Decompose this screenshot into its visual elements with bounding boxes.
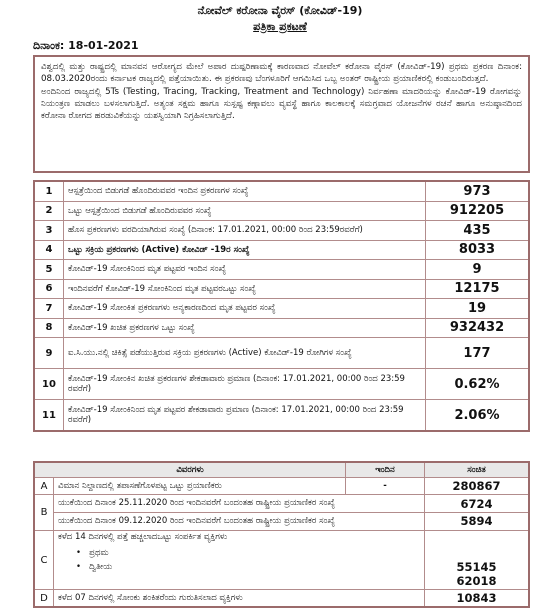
row-description: ಯುಕೆಯಿಂದ ದಿನಾಂಕ 25.11.2020 ರಿಂದ ಇಂದಿನವರೆಗೆ ಬಂದಂತಹ ರಾಷ್ಟ್ರೀಯ ಪ್ರಯಾಣಿಕರ ಸಂಖ್ಯೆ (58, 498, 336, 508)
table-row (34, 221, 529, 241)
intro-paragraph-2: ಅಂದಿನಿಂದ ರಾಜ್ಯದಲ್ಲಿ 5Ts (Testing, Tracing, Tracking, Treatment and Technology) ನಿರ್ವಹಣಾ ಮಾದರಿಯನ್ನು ಕೋವಿಡ್-19 ರೋಗವನ್ನು ನಿಯಂತ್ರಣ ಮಾಡಲು ಬಳಸಲಾಗುತ್ತಿದೆ. ಅತ್ಯಂತ ಸಕ್ಷಮ ಹಾಗೂ ಸುಸ್ಪಷ್ಟ ಕಣ್ಗಾವಲು ವ್ಯವಸ್ಥೆ ಹಾಗೂ ಕಾಲಕಾಲಕ್ಕೆ ಸಮಗ್ರವಾದ ಯೋಜನೆಗಳ ರಚನೆ ಹಾಗೂ ಅನುಷ್ಠಾನದಿಂದ ಕರೋನಾ ರೋಗದ ಹರಡುವಿಕೆಯನ್ನು ಯಶಸ್ವಿಯಾಗಿ ನಿಗ್ರಹಿಸಲಾಗುತ್ತಿದೆ. (41, 86, 522, 122)
row-number: 7 (34, 299, 64, 319)
bullet-dot-icon: • (76, 548, 82, 558)
table-row (34, 240, 529, 260)
row-value: 9 (426, 260, 530, 280)
details-table (33, 461, 530, 608)
table-row (34, 181, 529, 201)
table-row (34, 338, 529, 369)
row-total-block (425, 531, 530, 590)
intro-paragraph-1: ವಿಶ್ವದಲ್ಲಿ ಮತ್ತು ರಾಷ್ಟ್ರದಲ್ಲಿ ಮಾನವನ ಆರೋಗ್ಯದ ಮೇಲೆ ಅಪಾರ ದುಷ್ಪರಿಣಾಮಕ್ಕೆ ಕಾರಣವಾದ ನೋವೆಲ್ ಕರೋನಾ ವೈರಸ್ (ಕೋವಿಡ್-19) ಪ್ರಥಮ ಪ್ರಕರಣ ದಿನಾಂಕ: 08.03.2020ರಂದು ಕರ್ನಾಟಕ ರಾಜ್ಯದಲ್ಲಿ ಪತ್ತೆಯಾಯಿತು. ಈ ಪ್ರಕರಣವು ಬೆಂಗಳೂರಿಗೆ ಆಗಮಿಸಿದ ಒಬ್ಬ ಅಂತರ್ ರಾಷ್ಟ್ರೀಯ ಪ್ರಯಾಣಿಕರಲ್ಲಿ ಕಂಡುಬಂದಿರುತ್ತದೆ. (41, 62, 522, 85)
row-number: 9 (34, 338, 64, 369)
table-row (34, 369, 529, 400)
header-details: ವಿವರಗಳು (34, 462, 346, 478)
table-row (34, 201, 529, 221)
row-label: ಇಂದಿನವರೆಗೆ ಕೋವಿಡ್-19 ಸೋಂಕಿನಿಂದ ಮೃತ ಪಟ್ಟವರಒಟ್ಟು ಸಂಖ್ಯೆ (64, 279, 426, 299)
row-total: 280867 (425, 478, 530, 495)
row-letter: D (34, 590, 54, 608)
bullet-label: ದ್ವಿತೀಯ (89, 562, 113, 572)
page-subtitle (0, 20, 560, 34)
row-today: - (346, 478, 425, 495)
row-letter: A (34, 478, 54, 495)
row-label: ಕೋವಿಡ್-19 ಸೋಂಕಿನಿಂದ ಮೃತ ಪಟ್ಟವರ ಶೇಕಡಾವಾರು ಪ್ರಮಾಣ (ದಿನಾಂಕ: 17.01.2021, 00:00 ರಿಂದ 23:59 ರವರೆಗೆ) (64, 400, 426, 432)
row-total: 5894 (425, 512, 528, 529)
row-value: 2.06% (426, 400, 530, 432)
row-label: ಆಸ್ಪತ್ರೆಯಿಂದ ಬಿಡುಗಡೆ ಹೊಂದಿರುವವರ ಇಂದಿನ ಪ್ರಕರಣಗಳ ಸಂಖ್ಯೆ (64, 181, 426, 201)
row-value: 973 (426, 181, 530, 201)
list-item (76, 548, 420, 558)
row-number: 5 (34, 260, 64, 280)
row-total: 6724 (460, 497, 493, 511)
row-total: 62018 (456, 574, 497, 588)
row-label: ಒಟ್ಟು ಆಸ್ಪತ್ರೆಯಿಂದ ಬಿಡುಗಡೆ ಹೊಂದಿರುವವರ ಸಂಖ್ಯೆ (64, 201, 426, 221)
row-number: 4 (34, 240, 64, 260)
bullet-dot-icon: • (76, 562, 82, 572)
row-total: 10843 (425, 590, 530, 608)
row-value: 912205 (426, 201, 530, 221)
row-value: 435 (426, 221, 530, 241)
row-value: 12175 (426, 279, 530, 299)
table-row (34, 400, 529, 432)
intro-paragraph-box (33, 55, 530, 173)
row-number: 10 (34, 369, 64, 400)
row-letter: C (34, 531, 54, 590)
row-number: 6 (34, 279, 64, 299)
row-value: 0.62% (426, 369, 530, 400)
row-number: 2 (34, 201, 64, 221)
table-row (34, 318, 529, 338)
row-label: ಕೋವಿಡ್-19 ಸೋಂಕಿನ ಖಚಿತ ಪ್ರಕರಣಗಳ ಶೇಕಡಾವಾರು ಪ್ರಮಾಣ (ದಿನಾಂಕ: 17.01.2021, 00:00 ರಿಂದ 23:59 ರವರೆಗೆ) (64, 369, 426, 400)
table-row (34, 299, 529, 319)
table-row (34, 260, 529, 280)
row-label: ಹೊಸ ಪ್ರಕರಣಗಳು ವರದಿಯಾಗಿರುವ ಸಂಖ್ಯೆ (ದಿನಾಂಕ: 17.01.2021, 00:00 ರಿಂದ 23:59ರವರೆಗೆ) (64, 221, 426, 241)
subtitle-text: ಪತ್ರಿಕಾ ಪ್ರಕಟಣೆ (253, 20, 307, 33)
row-total: 55145 (456, 560, 497, 574)
row-value: 8033 (426, 240, 530, 260)
row-label: ಐ.ಸಿ.ಯು.ನಲ್ಲಿ ಚಿಕಿತ್ಸೆ ಪಡೆಯುತ್ತಿರುವ ಸಕ್ರಿಯ ಪ್ರಕರಣಗಳು (Active) ಕೋವಿಡ್-19 ರೋಗಿಗಳ ಸಂಖ್ಯೆ (64, 338, 426, 369)
table-row (34, 279, 529, 299)
table-row (34, 531, 529, 590)
row-number: 8 (34, 318, 64, 338)
table-row (34, 495, 529, 531)
details-header-row (34, 462, 529, 478)
row-label: ಕೋವಿಡ್-19 ಸೋಂಕಿತ ಪ್ರಕರಣಗಳು ಅನ್ಯಕಾರಣದಿಂದ ಮೃತ ಪಟ್ಟವರ ಸಂಖ್ಯೆ (64, 299, 426, 319)
row-label: ಕೋವಿಡ್-19 ಖಚಿತ ಪ್ರಕರಣಗಳ ಒಟ್ಟು ಸಂಖ್ಯೆ (64, 318, 426, 338)
row-description: ವಿಮಾನ ನಿಲ್ದಾಣದಲ್ಲಿ ತಪಾಸಣೆಗೊಳಪಟ್ಟ ಒಟ್ಟು ಪ್ರಯಾಣಿಕರು (54, 478, 346, 495)
row-number: 3 (34, 221, 64, 241)
list-item (76, 562, 420, 572)
row-number: 11 (34, 400, 64, 432)
bulletin-date: ದಿನಾಂಕ: 18-01-2021 (33, 39, 139, 52)
statistics-table (33, 180, 530, 432)
row-value: 177 (426, 338, 530, 369)
row-label: ಕೋವಿಡ್-19 ಸೋಂಕಿನಿಂದ ಮೃತ ಪಟ್ಟವರ ಇಂದಿನ ಸಂಖ್ಯೆ (64, 260, 426, 280)
header-today: ಇಂದಿನ (346, 462, 425, 478)
header-total: ಸಂಚಿತ (425, 462, 530, 478)
table-row (34, 478, 529, 495)
row-description: ಯುಕೆಯಿಂದ ದಿನಾಂಕ 09.12.2020 ರಿಂದ ಇಂದಿನವರೆಗೆ ಬಂದಂತಹ ರಾಷ್ಟ್ರೀಯ ಪ್ರಯಾಣಿಕರ ಸಂಖ್ಯೆ (54, 512, 424, 530)
page-title: ನೋವೆಲ್ ಕರೋನಾ ವೈರಸ್ (ಕೋವಿಡ್-19) (197, 4, 363, 17)
row-letter: B (34, 495, 54, 531)
row-description: ಕಳೆದ 07 ದಿನಗಳಲ್ಲಿ ಸೋಂಕು ಶಂಕಿತರೆಂದು ಗುರುತಿಸಲಾದ ವ್ಯಕ್ತಿಗಳು (54, 590, 425, 608)
bullet-label: ಪ್ರಥಮ (89, 548, 109, 558)
row-description: ಕಳೆದ 14 ದಿನಗಳಲ್ಲಿ ಪತ್ತೆ ಹಚ್ಚಲಾದಒಟ್ಟು ಸಂಪರ್ಕಿತ ವ್ಯಕ್ತಿಗಳು (58, 532, 228, 542)
row-description-stack (54, 495, 425, 531)
table-row (34, 590, 529, 608)
row-description-block (54, 531, 425, 590)
row-value: 19 (426, 299, 530, 319)
row-value: 932432 (426, 318, 530, 338)
row-label: ಒಟ್ಟು ಸಕ್ರಿಯ ಪ್ರಕರಣಗಳು (Active) ಕೋವಿಡ್ -19ರ ಸಂಖ್ಯೆ (64, 240, 426, 260)
row-total-stack (425, 495, 530, 531)
row-number: 1 (34, 181, 64, 201)
